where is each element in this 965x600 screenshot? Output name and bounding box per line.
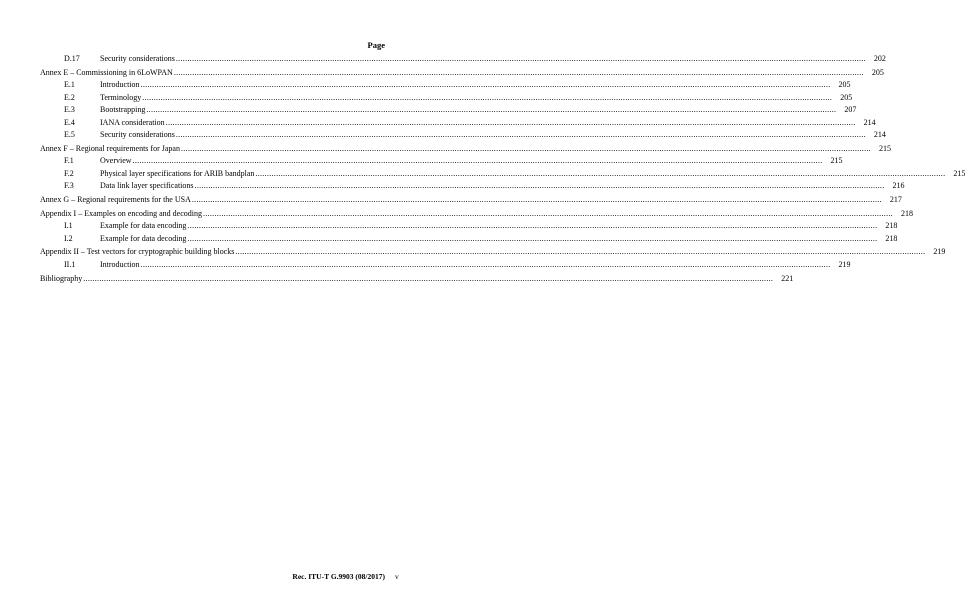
toc-entry[interactable] xyxy=(40,67,884,80)
toc-entry-page: 221 xyxy=(781,273,794,283)
toc-entry[interactable] xyxy=(40,92,853,105)
toc-entry-page: 205 xyxy=(871,67,884,77)
toc-entry[interactable] xyxy=(40,208,913,221)
toc-leader-dots: ............................................................................................................................................................................................................................................................................................................ xyxy=(146,105,837,115)
toc-entry-title: Data link layer specifications xyxy=(100,181,194,191)
toc-entry-title: Annex G – Regional requirements for the USA xyxy=(40,195,191,205)
toc-entry-number: F.1 xyxy=(64,156,74,166)
toc-entry[interactable] xyxy=(40,143,891,156)
toc-entry-number: D.17 xyxy=(64,54,80,63)
toc-entry-page: 205 xyxy=(840,92,853,102)
toc-entry-page: 215 xyxy=(953,168,965,178)
toc-entry-number: II.1 xyxy=(64,259,76,269)
toc-entry-page: 215 xyxy=(830,156,843,166)
toc-leader-dots: ............................................................................................................................................................................................................................................................................................................ xyxy=(255,168,946,178)
toc-entry[interactable] xyxy=(40,259,851,272)
toc-entry-number: F.3 xyxy=(64,181,74,191)
toc-entry[interactable] xyxy=(40,246,946,259)
toc-entry-title: Appendix II – Test vectors for cryptographic building blocks xyxy=(40,247,235,257)
toc-entry-page: 216 xyxy=(892,181,905,191)
toc-entry-page: 215 xyxy=(878,143,891,153)
toc-entry-title: Introduction xyxy=(100,259,140,269)
toc-leader-dots: ............................................................................................................................................................................................................................................................................................................ xyxy=(187,221,878,231)
toc-leader-dots: ............................................................................................................................................................................................................................................................................................................ xyxy=(173,67,864,77)
toc-entry[interactable] xyxy=(40,220,898,233)
toc-leader-dots: ............................................................................................................................................................................................................................................................................................................ xyxy=(235,247,926,257)
toc-leader-dots: ............................................................................................................................................................................................................................................................................................................ xyxy=(142,92,833,102)
toc-entry-title: IANA consideration xyxy=(100,117,165,127)
toc-leader-dots: ............................................................................................................................................................................................................................................................................................................ xyxy=(191,195,882,205)
toc-leader-dots: ............................................................................................................................................................................................................................................................................................................ xyxy=(187,233,878,243)
toc-entry[interactable] xyxy=(40,180,905,193)
toc-leader-dots: ............................................................................................................................................................................................................................................................................................................ xyxy=(165,117,856,127)
toc-entry-title: Example for data decoding xyxy=(100,233,187,243)
toc-leader-dots: ............................................................................................................................................................................................................................................................................................................ xyxy=(180,143,871,153)
toc-leader-dots: ............................................................................................................................................................................................................................................................................................................ xyxy=(194,181,885,191)
toc-entry-title: Bibliography xyxy=(40,273,83,283)
toc-entry-page: 218 xyxy=(900,208,913,218)
toc-entry-number: E.3 xyxy=(64,105,75,115)
toc-leader-dots: ............................................................................................................................................................................................................................................................................................................ xyxy=(140,80,831,90)
toc-entry-page: 202 xyxy=(873,54,886,63)
toc-entry-title: Security considerations xyxy=(100,54,175,63)
toc-entry-page: 219 xyxy=(838,259,851,269)
toc-entry-number: I.2 xyxy=(64,233,73,243)
toc-entry-page: 214 xyxy=(873,130,886,140)
toc-entry-title: Overview xyxy=(100,156,132,166)
toc-leader-dots: ............................................................................................................................................................................................................................................................................................................ xyxy=(140,259,831,269)
toc-entry[interactable] xyxy=(40,194,902,207)
toc-entry-number: F.2 xyxy=(64,168,74,178)
toc-entry-title: Annex E – Commissioning in 6LoWPAN xyxy=(40,67,173,77)
toc-leader-dots: ............................................................................................................................................................................................................................................................................................................ xyxy=(83,273,774,283)
toc-entry[interactable] xyxy=(40,168,965,181)
toc-entry-number: E.2 xyxy=(64,92,75,102)
toc-entry-page: 218 xyxy=(885,221,898,231)
toc-leader-dots: ............................................................................................................................................................................................................................................................................................................ xyxy=(202,208,893,218)
footer-page-number: v xyxy=(395,572,399,581)
toc-entry[interactable] xyxy=(40,53,886,66)
toc-entry-title: Introduction xyxy=(100,80,140,90)
page-column-label: Page xyxy=(367,40,385,50)
toc-entry-title: Appendix I – Examples on encoding and decoding xyxy=(40,208,202,218)
toc-entry-page: 219 xyxy=(933,247,946,257)
toc-entry-title: Example for data encoding xyxy=(100,221,187,231)
toc-entry-page: 218 xyxy=(885,233,898,243)
toc-entry-title: Security considerations xyxy=(100,130,175,140)
table-of-contents xyxy=(40,53,965,285)
toc-entry[interactable] xyxy=(40,129,886,142)
toc-entry-number: I.1 xyxy=(64,221,73,231)
toc-entry-number: E.5 xyxy=(64,130,75,140)
toc-entry-page: 214 xyxy=(863,117,876,127)
toc-leader-dots: ............................................................................................................................................................................................................................................................................................................ xyxy=(132,156,823,166)
toc-entry[interactable] xyxy=(40,155,843,168)
toc-entry[interactable] xyxy=(40,79,851,92)
toc-entry-title: Physical layer specifications for ARIB bandplan xyxy=(100,168,255,178)
toc-entry[interactable] xyxy=(40,117,876,130)
toc-entry-title: Annex F – Regional requirements for Japan xyxy=(40,143,180,153)
toc-leader-dots: ............................................................................................................................................................................................................................................................................................................ xyxy=(175,130,866,140)
toc-entry-number: E.4 xyxy=(64,117,75,127)
toc-entry-number: E.1 xyxy=(64,80,75,90)
toc-entry[interactable] xyxy=(40,233,898,246)
toc-leader-dots: ............................................................................................................................................................................................................................................................................................................ xyxy=(175,54,866,63)
toc-entry-page: 207 xyxy=(844,105,857,115)
toc-entry-page: 205 xyxy=(838,80,851,90)
footer-doc-ref: Rec. ITU-T G.9903 (08/2017) xyxy=(292,572,385,581)
toc-entry[interactable] xyxy=(40,273,794,286)
toc-entry-title: Bootstrapping xyxy=(100,105,146,115)
toc-entry[interactable] xyxy=(40,104,857,117)
toc-entry-page: 217 xyxy=(889,195,902,205)
toc-entry-title: Terminology xyxy=(100,92,142,102)
